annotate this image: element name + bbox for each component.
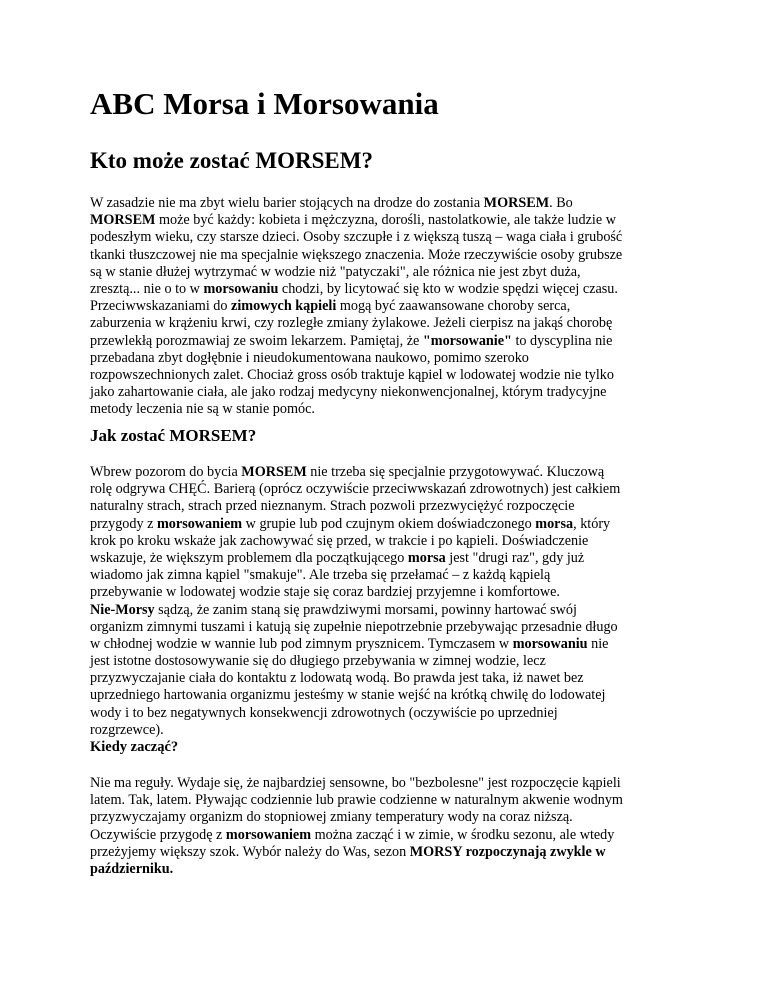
text-run: sądzą, że zanim staną się prawdziwymi morsami, powinny hartować swój — [154, 601, 577, 618]
bold-text: morsowaniem — [156, 515, 243, 532]
text-line — [90, 722, 690, 739]
text-run: może być każdy: kobieta i mężczyzna, dorośli, nastolatkowie, ale także ludzie w — [155, 212, 616, 229]
text-run: w chłodnej wodzie w wannie lub pod zimnym prysznicem. Tymczasem w — [90, 635, 513, 652]
text-run: W zasadzie nie ma zbyt wielu barier stojących na drodze do zostania — [90, 195, 484, 211]
text-run: jako zahartowanie ciała, ale jako rodzaj medycyny niekonwencjonalnej, którym tradycyjne — [90, 384, 607, 401]
text-run: Przeciwwskazaniami do — [90, 298, 232, 315]
text-run: przewlekłą porozmawiaj ze swoim lekarzem. Pamiętaj, że — [90, 332, 423, 349]
text-run: Wbrew pozorom do bycia — [90, 464, 242, 480]
text-line — [90, 705, 690, 722]
text-line — [90, 584, 690, 601]
text-line — [90, 827, 690, 844]
section-heading-when: Kiedy zacząć? — [90, 739, 179, 755]
section-heading-who: Kto może zostać MORSEM? — [90, 148, 373, 173]
text-run: , który — [573, 515, 611, 532]
text-run: w grupie lub pod czujnym okiem doświadczonego — [242, 515, 536, 532]
text-run: zresztą... nie o to w — [90, 280, 204, 297]
text-run: to dyscyplina nie — [511, 332, 613, 349]
text-line — [90, 315, 690, 332]
text-run: przyzwyczajamy organizm do stopniowej zmiany temperatury wody na coraz niższą. — [90, 809, 573, 826]
text-run: rozpowszechnionych zalet. Chociaż gross osób traktuje kąpiel w lodowatej wodzie nie tylko — [90, 366, 614, 383]
bold-text: Nie-Morsy — [90, 601, 155, 618]
text-line — [90, 333, 690, 350]
text-run: przebywanie w lodowatej wodzie staje się coraz bardziej przyjemne i komfortowe. — [90, 584, 560, 601]
text-line — [90, 498, 690, 515]
text-run: przygody z — [90, 515, 157, 532]
text-run: przeżyjemy większy szok. Wybór należy do Was, sezon — [90, 843, 410, 860]
text-line — [90, 792, 690, 809]
text-line — [90, 464, 690, 481]
text-line — [90, 350, 690, 367]
text-run: wiadomo jak zimna kąpiel "smakuje". Ale trzeba się przełamać – z każdą kąpielą — [90, 567, 551, 584]
text-run: naturalny strach, strach przed nieznanym. Strach pozwoli przezwyciężyć rozpoczęcie — [90, 498, 575, 515]
text-line — [90, 481, 690, 498]
text-run: jest "drugi raz", gdy już — [445, 549, 585, 566]
bold-text: październiku. — [90, 860, 174, 877]
text-run: krok po kroku wskaże jak zachowywać się przed, w trakcie i po kąpieli. Doświadczenie — [90, 532, 589, 549]
text-line — [90, 653, 690, 670]
text-line — [90, 809, 690, 826]
text-line — [90, 619, 690, 636]
text-line — [90, 550, 690, 567]
text-run: rozgrzewce). — [90, 721, 164, 738]
text-run: . Bo — [549, 195, 573, 211]
text-run: zaburzenia w krążeniu krwi, czy rozległe zmiany żylakowe. Jeżeli cierpisz na jakąś chorobę — [90, 315, 613, 332]
text-run: latem. Tak, latem. Pływając codziennie lub prawie codzienne w naturalnym akwenie wodnym — [90, 792, 623, 809]
text-line — [90, 567, 690, 584]
bold-text: MORSY rozpoczynają zwykle w — [409, 843, 606, 860]
bold-text: morsowaniu — [512, 635, 588, 652]
text-run: tkanki tłuszczowej nie ma specjalnie większego znaczenia. Może rzeczywiście osoby grubsze — [90, 246, 623, 263]
bold-text: morsowaniu — [203, 280, 279, 297]
text-run: rolę odgrywa CHĘĆ. Barierą (oprócz oczywiście przeciwwskazań zdrowotnych) jest całkiem — [90, 481, 621, 498]
bold-text: MORSEM — [241, 464, 307, 480]
text-line — [90, 298, 690, 315]
text-line — [90, 229, 690, 246]
text-line — [90, 602, 690, 619]
text-line — [90, 516, 690, 533]
text-run: uprzedniego hartowania organizmu jesteśmy w stanie wejść na krótką chwilę do lodowatej — [90, 687, 606, 704]
text-run: metody leczenia nie są w stanie pomóc. — [90, 401, 315, 418]
text-line — [90, 401, 690, 418]
text-run: nie — [587, 635, 609, 652]
text-line — [90, 247, 690, 264]
text-run: przebadana zbyt dogłębnie i nieudokumentowana naukowo, pomimo szeroko — [90, 349, 529, 366]
text-line — [90, 384, 690, 401]
bold-text: zimowych kąpieli — [231, 298, 337, 315]
text-line — [90, 687, 690, 704]
bold-text: morsowaniem — [225, 826, 312, 843]
bold-text: morsa — [407, 549, 446, 566]
bold-text: morsa — [535, 515, 574, 532]
text-line — [90, 281, 690, 298]
text-run: podeszłym wieku, czy starsze dzieci. Osoby szczupłe i z większą tuszą – waga ciała i grubość — [90, 229, 623, 246]
text-run: wody i to bez negatywnych konsekwencji zdrowotnych (oczywiście po uprzedniej — [90, 704, 558, 721]
text-line — [90, 670, 690, 687]
text-run: Oczywiście przygodę z — [90, 826, 226, 843]
text-line — [90, 367, 690, 384]
text-line — [90, 636, 690, 653]
text-run: organizm zimnymi tuszami i katują się zupełnie niepotrzebnie przebywając przesadnie długo — [90, 618, 618, 635]
text-line — [90, 844, 690, 861]
bold-text: "morsowanie" — [422, 332, 512, 349]
text-line — [90, 264, 690, 281]
text-line — [90, 775, 690, 792]
text-run: są w stanie dłużej wytrzymać w wodzie niż "patyczaki", ale różnica nie jest zbyt duża, — [90, 263, 581, 280]
paragraph-when — [90, 775, 690, 878]
text-run: mogą być zaawansowane choroby serca, — [336, 298, 571, 315]
bold-text: MORSEM — [90, 212, 156, 229]
text-line — [90, 195, 690, 212]
text-line — [90, 533, 690, 550]
text-line — [90, 212, 690, 229]
text-run: nie trzeba się specjalnie przygotowywać. Kluczową — [306, 464, 605, 480]
text-run: chodzi, by licytować się kto w wodzie spędzi więcej czasu. — [278, 280, 618, 297]
text-run: wskazuje, że większym problemem dla początkującego — [90, 549, 408, 566]
text-run: Nie ma reguły. Wydaje się, że najbardziej sensowne, bo "bezbolesne" jest rozpoczęcie kąpieli — [90, 775, 621, 791]
paragraph-who — [90, 195, 690, 418]
text-run: można zacząć i w zimie, w środku sezonu, ale wtedy — [311, 826, 615, 843]
document-title: ABC Morsa i Morsowania — [90, 86, 439, 121]
text-run: jest istotne dostosowywanie się do długiego przebywania w zimnej wodzie, lecz — [90, 653, 546, 670]
text-line — [90, 861, 690, 878]
section-heading-how: Jak zostać MORSEM? — [90, 426, 257, 445]
text-run: przyzwyczajanie ciała do kontaktu z lodowatą wodą. Bo prawda jest taka, iż nawet bez — [90, 670, 584, 687]
bold-text: MORSEM — [483, 195, 550, 211]
paragraph-how — [90, 464, 690, 739]
